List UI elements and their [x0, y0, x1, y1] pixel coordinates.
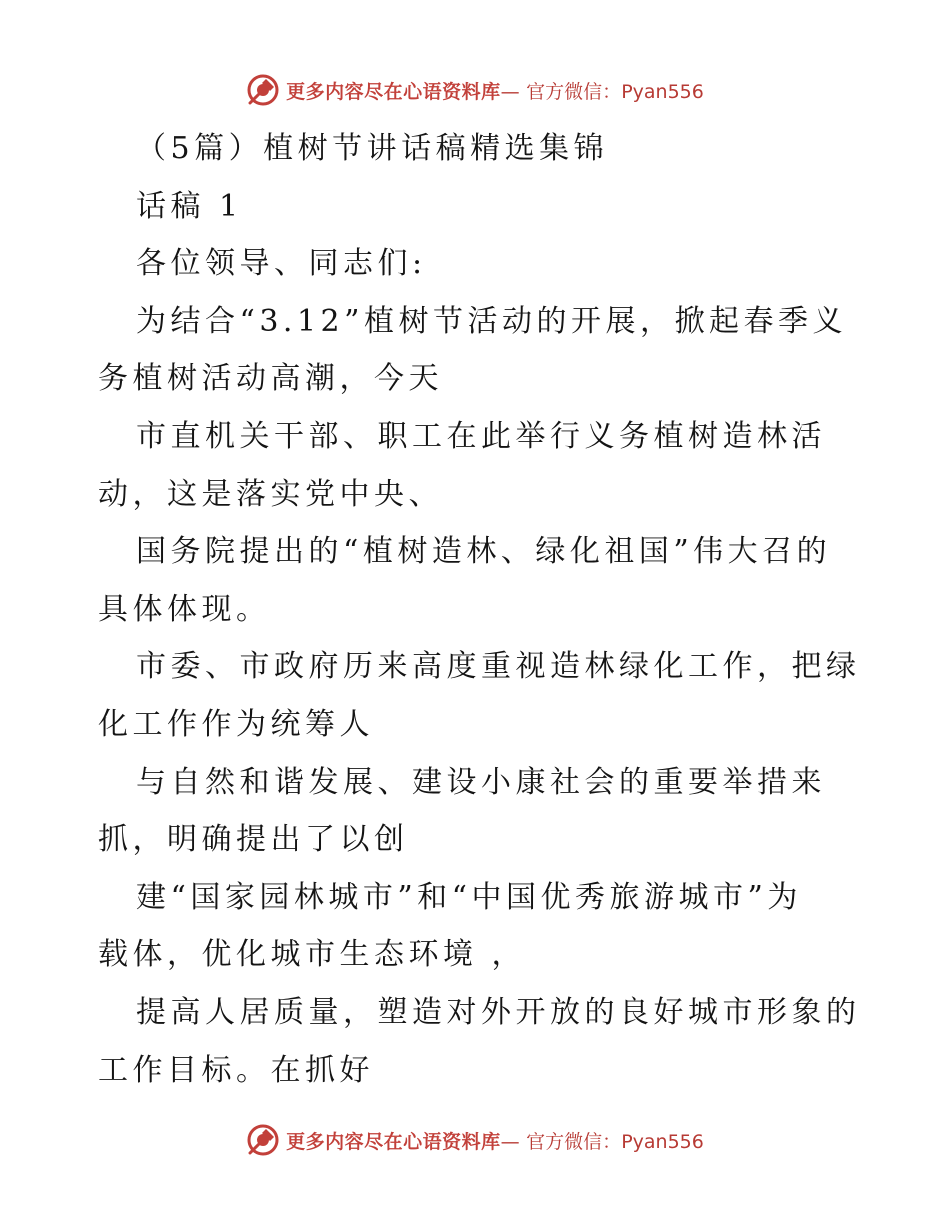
banner-wechat: 官方微信：Pyan556 [526, 1130, 704, 1153]
text-line: 为结合“3.12”植树节活动的开展，掀起春季义 [136, 303, 847, 339]
text-line: 化工作作为统筹人 [98, 706, 374, 742]
text-line: 载体，优化城市生态环境 ， [98, 937, 527, 973]
banner-text: 更多内容尽在心语资料库— [286, 1130, 521, 1153]
pen-logo-icon [246, 73, 280, 107]
banner-wechat: 官方微信：Pyan556 [526, 80, 704, 103]
text-line: 建“国家园林城市”和“中国优秀旅游城市”为 [136, 879, 802, 915]
pen-logo-icon [246, 1123, 280, 1157]
speech-heading: 话稿 1 [136, 188, 243, 224]
text-line: 工作目标。在抓好 [98, 1052, 374, 1088]
document-body [98, 120, 861, 1099]
document-title: （5篇）植树节讲话稿精选集锦 [136, 131, 609, 166]
text-line: 动，这是落实党中央、 [98, 476, 443, 512]
text-line: 抓，明确提出了以创 [98, 822, 409, 858]
text-line: 务植树活动高潮，今天 [98, 361, 443, 397]
salutation: 各位领导、同志们: [136, 246, 427, 282]
text-line: 提高人居质量，塑造对外开放的良好城市形象的 [136, 994, 861, 1030]
banner-text: 更多内容尽在心语资料库— [286, 80, 521, 103]
footer-watermark-banner [0, 1120, 950, 1160]
text-line: 市直机关干部、职工在此举行义务植树造林活 [136, 418, 826, 454]
header-watermark-banner [0, 70, 950, 110]
text-line: 与自然和谐发展、建设小康社会的重要举措来 [136, 764, 826, 800]
text-line: 市委、市政府历来高度重视造林绿化工作，把绿 [136, 649, 861, 685]
text-line: 国务院提出的“植树造林、绿化祖国”伟大召的 [136, 534, 832, 570]
text-line: 具体体现。 [98, 591, 271, 627]
